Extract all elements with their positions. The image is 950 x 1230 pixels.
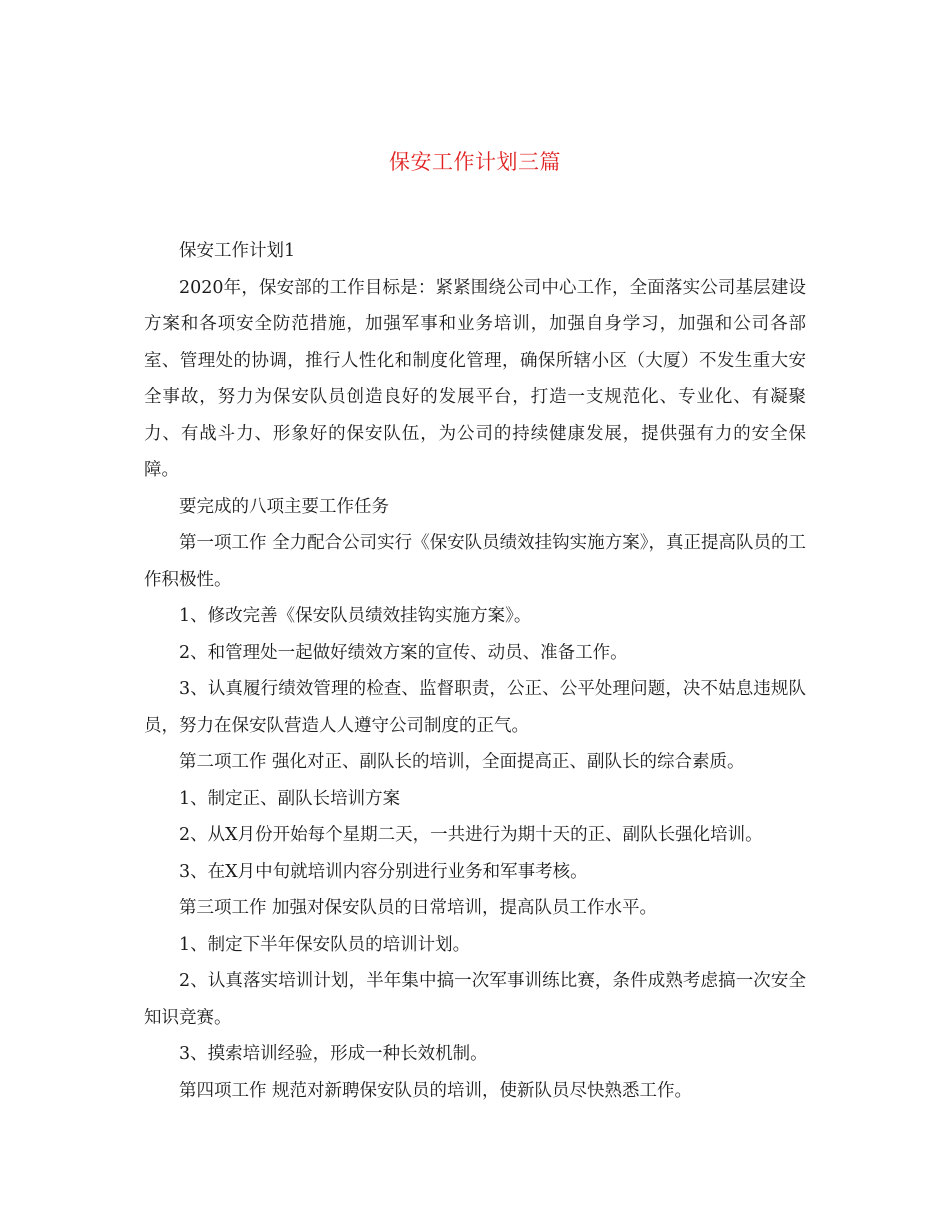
paragraph: 1、修改完善《保安队员绩效挂钩实施方案》。: [179, 606, 532, 626]
paragraph: 2、和管理处一起做好绩效方案的宣传、动员、准备工作。: [179, 642, 628, 663]
paragraph: 2、从X月份开始每个星期二天，一共进行为期十天的正、副队长强化培训。: [179, 825, 763, 845]
paragraph: 3、摸索培训经验，形成一种长效机制。: [179, 1044, 488, 1064]
paragraph: 要完成的八项主要工作任务: [179, 496, 389, 517]
page-title: 保安工作计划三篇: [389, 150, 561, 174]
paragraph: 第四项工作 规范对新聘保安队员的培训，使新队员尽快熟悉工作。: [179, 1080, 693, 1101]
paragraph: 1、制定正、副队长培训方案: [179, 788, 401, 809]
paragraph: 2020年，保安部的工作目标是：紧紧围绕公司中心工作，全面落实公司基层建设方案和各项安全防范措施，加强军事和业务培训，加强自身学习，加强和公司各部室、管理处的协调，推行人性化和制度化管理，确保所辖小区（大厦）不发生重大安全事故，努力为保安队员创造良好的发展平台，打造一支规范化、专业化、有凝聚力、有战斗力、形象好的保安队伍，为公司的持续健康发展，提供强有力的安全保障。: [144, 277, 806, 480]
paragraph: 2、认真落实培训计划，半年集中搞一次军事训练比赛，条件成熟考虑搞一次安全知识竞赛。: [144, 971, 806, 1028]
paragraph: 3、在X月中旬就培训内容分别进行业务和军事考核。: [179, 861, 588, 882]
paragraph: 第三项工作 加强对保安队员的日常培训，提高队员工作水平。: [179, 898, 658, 918]
paragraph: 3、认真履行绩效管理的检查、监督职责，公正、公平处理问题，决不姑息违规队员，努力在保安队营造人人遵守公司制度的正气。: [144, 679, 806, 736]
paragraph: 保安工作计划1: [179, 241, 296, 261]
document-body: [144, 233, 806, 1109]
paragraph: 第二项工作 强化对正、副队长的培训，全面提高正、副队长的综合素质。: [179, 752, 745, 772]
paragraph: 第一项工作 全力配合公司实行《保安队员绩效挂钩实施方案》，真正提高队员的工作积极性。: [144, 533, 806, 590]
paragraph: 1、制定下半年保安队员的培训计划。: [179, 934, 471, 955]
